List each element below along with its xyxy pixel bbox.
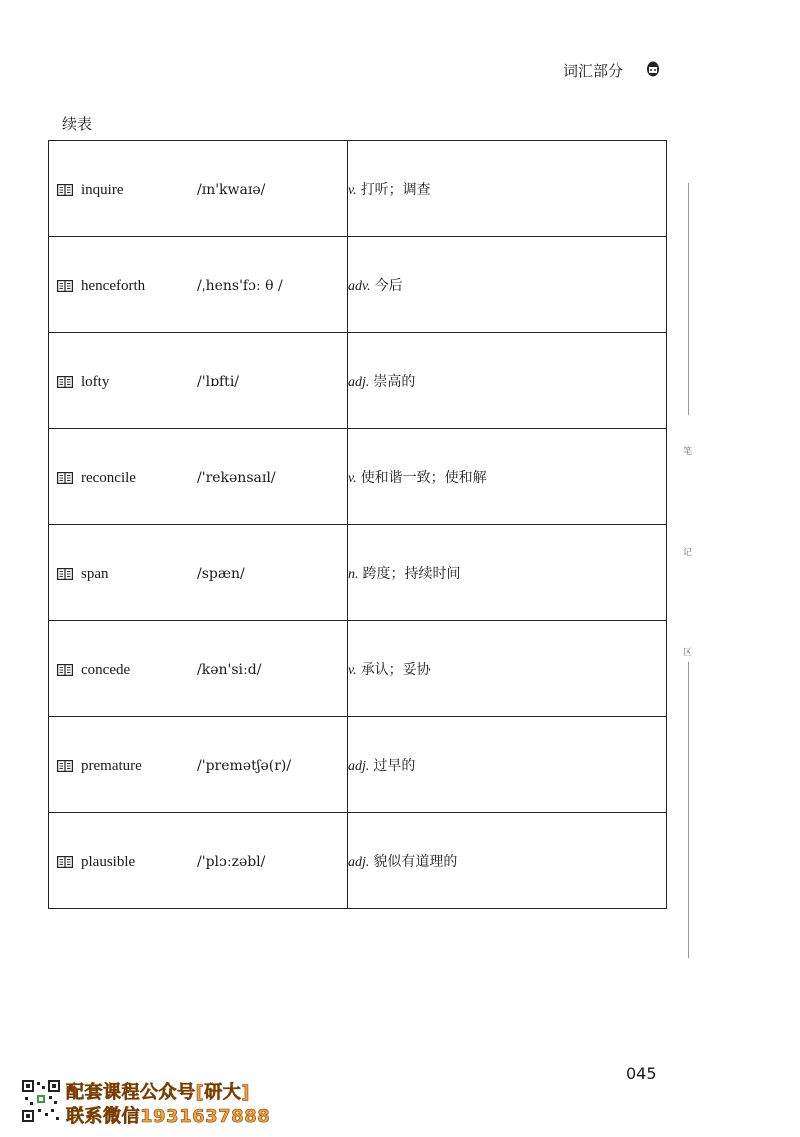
vocab-phonetic: /ɪn'kwaɪə/ bbox=[197, 182, 266, 198]
vocab-meaning: 使和谐一致；使和解 bbox=[360, 469, 487, 486]
section-title: 词汇部分 bbox=[563, 62, 624, 80]
definition-cell bbox=[348, 621, 667, 717]
continued-label: 续表 bbox=[62, 115, 93, 133]
vocab-row bbox=[49, 813, 667, 909]
book-icon bbox=[57, 760, 73, 772]
book-icon bbox=[57, 280, 73, 292]
student-head-icon bbox=[646, 60, 660, 77]
part-of-speech: n. bbox=[348, 566, 359, 582]
definition-cell bbox=[348, 525, 667, 621]
vocab-meaning: 貌似有道理的 bbox=[373, 853, 458, 870]
word-cell bbox=[49, 621, 348, 717]
vocab-meaning: 承认；妥协 bbox=[360, 661, 431, 678]
vocab-row bbox=[49, 141, 667, 237]
book-icon bbox=[57, 184, 73, 196]
vocab-phonetic: /kən'siːd/ bbox=[197, 662, 262, 678]
part-of-speech: adv. bbox=[348, 278, 371, 294]
vocab-row bbox=[49, 621, 667, 717]
vocab-phonetic: /spæn/ bbox=[197, 566, 245, 582]
vocab-phonetic: /ˌhens'fɔː θ / bbox=[197, 278, 283, 294]
vocab-word: henceforth bbox=[81, 278, 146, 294]
word-cell bbox=[49, 813, 348, 909]
margin-line-top bbox=[688, 183, 689, 415]
part-of-speech: v. bbox=[348, 470, 357, 486]
definition-cell bbox=[348, 813, 667, 909]
book-icon bbox=[57, 856, 73, 868]
part-of-speech: v. bbox=[348, 662, 357, 678]
page-number: 045 bbox=[626, 1064, 657, 1083]
part-of-speech: adj. bbox=[348, 854, 370, 870]
vocab-row bbox=[49, 237, 667, 333]
promo-line-1: 配套课程公众号[研大] bbox=[66, 1082, 250, 1103]
vocab-meaning: 跨度；持续时间 bbox=[362, 565, 461, 582]
margin-note-char: 区 bbox=[683, 648, 693, 658]
vocab-row bbox=[49, 717, 667, 813]
margin-note-char: 记 bbox=[683, 548, 693, 558]
vocab-word: plausible bbox=[81, 854, 136, 870]
word-cell bbox=[49, 141, 348, 237]
vocab-row bbox=[49, 525, 667, 621]
part-of-speech: adj. bbox=[348, 758, 370, 774]
part-of-speech: adj. bbox=[348, 374, 370, 390]
word-cell bbox=[49, 717, 348, 813]
definition-cell bbox=[348, 333, 667, 429]
vocab-meaning: 过早的 bbox=[373, 757, 416, 774]
definition-cell bbox=[348, 141, 667, 237]
book-icon bbox=[57, 376, 73, 388]
vocab-meaning: 打听；调查 bbox=[360, 181, 431, 198]
part-of-speech: v. bbox=[348, 182, 357, 198]
qr-code-icon[interactable] bbox=[21, 1079, 61, 1123]
margin-note-char: 笔 bbox=[683, 447, 693, 457]
vocabulary-table bbox=[48, 140, 667, 909]
vocab-word: lofty bbox=[81, 374, 110, 390]
book-icon bbox=[57, 568, 73, 580]
vocab-word: reconcile bbox=[81, 470, 136, 486]
book-icon bbox=[57, 472, 73, 484]
word-cell bbox=[49, 525, 348, 621]
vocab-meaning: 今后 bbox=[374, 277, 403, 294]
vocab-phonetic: /'lɒfti/ bbox=[197, 374, 240, 390]
margin-line-bottom bbox=[688, 662, 689, 958]
definition-cell bbox=[348, 717, 667, 813]
vocab-phonetic: /'rekənsaɪl/ bbox=[197, 470, 276, 486]
word-cell bbox=[49, 333, 348, 429]
word-cell bbox=[49, 237, 348, 333]
vocab-phonetic: /'premətʃə(r)/ bbox=[197, 758, 292, 774]
book-icon bbox=[57, 664, 73, 676]
promo-line-2: 联系微信1931637888 bbox=[66, 1106, 271, 1127]
vocab-row bbox=[49, 333, 667, 429]
vocab-meaning: 崇高的 bbox=[373, 373, 416, 390]
vocab-word: concede bbox=[81, 662, 131, 678]
definition-cell bbox=[348, 429, 667, 525]
vocab-word: span bbox=[81, 566, 109, 582]
vocab-phonetic: /'plɔːzəbl/ bbox=[197, 854, 266, 870]
vocab-word: inquire bbox=[81, 182, 124, 198]
definition-cell bbox=[348, 237, 667, 333]
word-cell bbox=[49, 429, 348, 525]
vocab-row bbox=[49, 429, 667, 525]
vocab-word: premature bbox=[81, 758, 142, 774]
